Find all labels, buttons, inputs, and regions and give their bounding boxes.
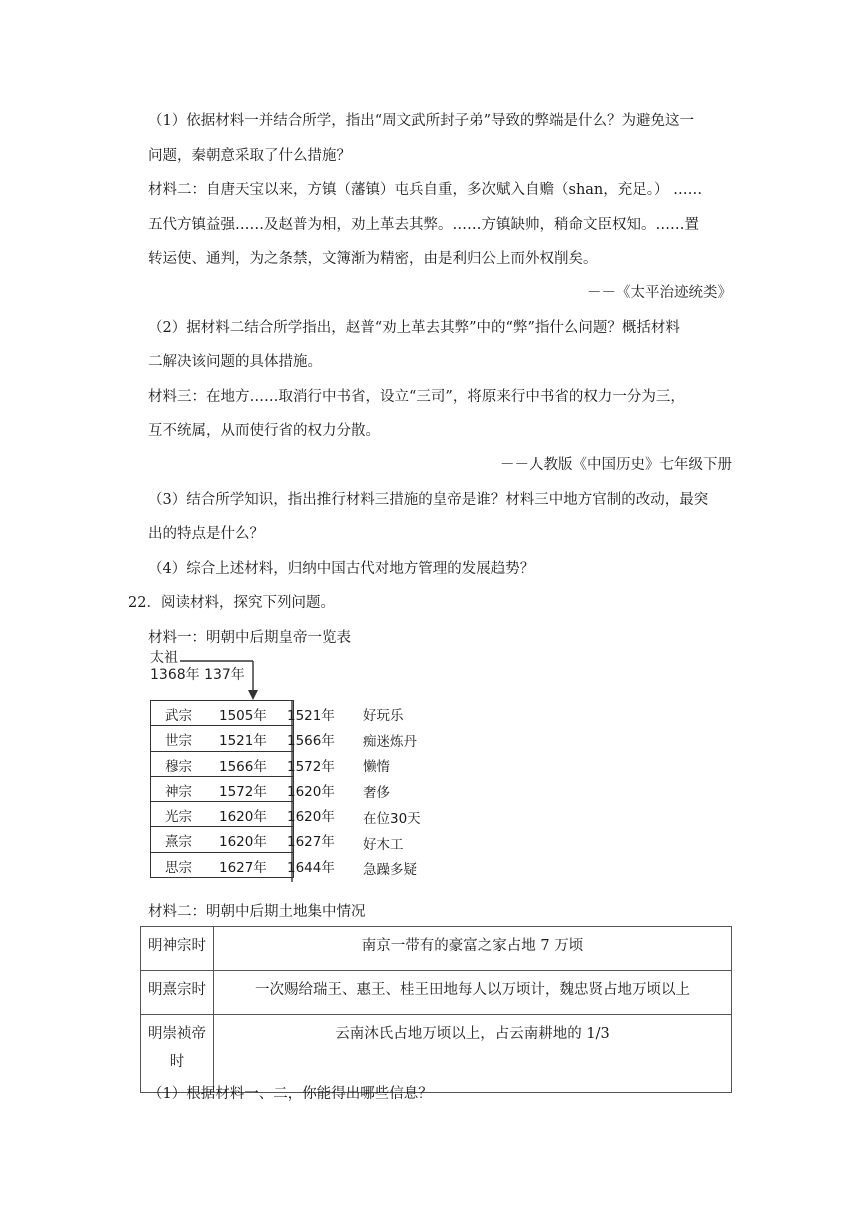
reign-start: 1627年 bbox=[219, 859, 267, 876]
emperor-trait: 好玩乐 bbox=[363, 708, 404, 724]
reign-end: 1521年 bbox=[287, 708, 335, 724]
material3-line1: 材料三：在地方……取消行中书省，设立“三司”，将原来行中书省的权力一分为三， bbox=[148, 389, 685, 405]
reign-start: 1505年 bbox=[219, 708, 267, 724]
emperor-name: 光宗 bbox=[165, 809, 192, 826]
reign-end: 1644年 bbox=[287, 859, 335, 876]
emperor-name: 穆宗 bbox=[165, 758, 192, 775]
land-period: 明崇祯帝时 bbox=[141, 1015, 214, 1093]
reign-start: 1521年 bbox=[219, 733, 267, 750]
land-concentration-table bbox=[140, 926, 732, 1093]
land-period: 明神宗时 bbox=[141, 927, 214, 971]
q21-part3-line2: 出的特点是什么？ bbox=[148, 526, 264, 542]
material3-line2: 互不统属，从而使行省的权力分散。 bbox=[148, 423, 380, 439]
emperor-name: 世宗 bbox=[165, 733, 192, 750]
land-period: 明熹宗时 bbox=[141, 971, 214, 1015]
land-description: 云南沐氏占地万顷以上，占云南耕地的 1/3 bbox=[214, 1015, 732, 1093]
land-description: 南京一带有的豪富之家占地 7 万顷 bbox=[214, 927, 732, 971]
material3-source: －－人教版《中国历史》七年级下册 bbox=[500, 457, 732, 473]
reign-end: 1620年 bbox=[287, 783, 335, 800]
emperor-row bbox=[151, 777, 335, 802]
emperor-row bbox=[151, 853, 335, 877]
emperor-row bbox=[151, 802, 335, 827]
emperor-name: 武宗 bbox=[165, 708, 192, 724]
emperor-row bbox=[151, 726, 335, 751]
q21-part3-line1: （3）结合所学知识，指出推行材料三措施的皇帝是谁？材料三中地方官制的改动，最突 bbox=[148, 492, 709, 508]
emperor-row bbox=[151, 827, 335, 852]
q22-material1-title: 材料一：明朝中后期皇帝一览表 bbox=[148, 630, 351, 646]
q22-material2-title: 材料二：明朝中后期土地集中情况 bbox=[148, 904, 366, 920]
reign-end: 1620年 bbox=[287, 809, 335, 826]
material2-line2: 五代方镇益强……及赵普为相，劝上革去其弊。……方镇缺帅，稍命文臣权知。……置 bbox=[148, 217, 699, 233]
founder-years: 1368年 137年 bbox=[150, 667, 245, 683]
q21-part1-line1: （1）依据材料一并结合所学，指出“周文武所封子弟”导致的弊端是什么？为避免这一 bbox=[148, 113, 695, 129]
q21-part2-line2: 二解决该问题的具体措施。 bbox=[148, 354, 322, 370]
reign-end: 1627年 bbox=[287, 834, 335, 851]
emperor-name: 思宗 bbox=[165, 859, 192, 876]
emperor-trait: 急躁多疑 bbox=[363, 862, 417, 879]
land-row bbox=[141, 1015, 732, 1093]
material2-source: －－《太平治迹统类》 bbox=[587, 285, 732, 301]
q21-part2-line1: （2）据材料二结合所学指出，赵普“劝上革去其弊”中的“弊”指什么问题？概括材料 bbox=[148, 320, 680, 336]
emperor-name: 熹宗 bbox=[165, 834, 192, 851]
land-row bbox=[141, 971, 732, 1015]
reign-end: 1566年 bbox=[287, 733, 335, 750]
q21-part1-line2: 问题，秦朝意采取了什么措施？ bbox=[148, 148, 351, 164]
emperor-trait: 痴迷炼丹 bbox=[363, 733, 417, 750]
emperor-trait: 懒惰 bbox=[363, 759, 390, 776]
emperor-name: 神宗 bbox=[165, 783, 192, 800]
land-row bbox=[141, 927, 732, 971]
land-description: 一次赐给瑞王、惠王、桂王田地每人以万顷计，魏忠贤占地万顷以上 bbox=[214, 971, 732, 1015]
emperor-trait: 在位30天 bbox=[363, 810, 421, 827]
material2-line3: 转运使、通判，为之条禁，文簿渐为精密，由是利归公上而外权削矣。 bbox=[148, 251, 598, 267]
reign-end: 1572年 bbox=[287, 758, 335, 775]
founder-name: 太祖 bbox=[150, 650, 178, 666]
reign-start: 1566年 bbox=[219, 758, 267, 775]
reign-start: 1572年 bbox=[219, 783, 267, 800]
emperor-table bbox=[150, 700, 335, 878]
q21-part4: （4）综合上述材料，归纳中国古代对地方管理的发展趋势？ bbox=[148, 561, 535, 577]
q22-title: 22．阅读材料，探究下列问题。 bbox=[128, 595, 335, 611]
emperor-trait: 好木工 bbox=[363, 836, 404, 853]
material2-line1: 材料二：自唐天宝以来，方镇（藩镇）屯兵自重，多次赋入自赡（shan，充足。） …… bbox=[148, 182, 703, 198]
emperor-chart bbox=[148, 650, 428, 885]
reign-start: 1620年 bbox=[219, 809, 267, 826]
reign-start: 1620年 bbox=[219, 834, 267, 851]
emperor-row bbox=[151, 752, 335, 777]
emperor-row bbox=[151, 701, 335, 726]
emperor-trait: 奢侈 bbox=[363, 785, 390, 802]
q22-part1: （1）根据材料一、二，你能得出哪些信息？ bbox=[148, 1086, 433, 1102]
